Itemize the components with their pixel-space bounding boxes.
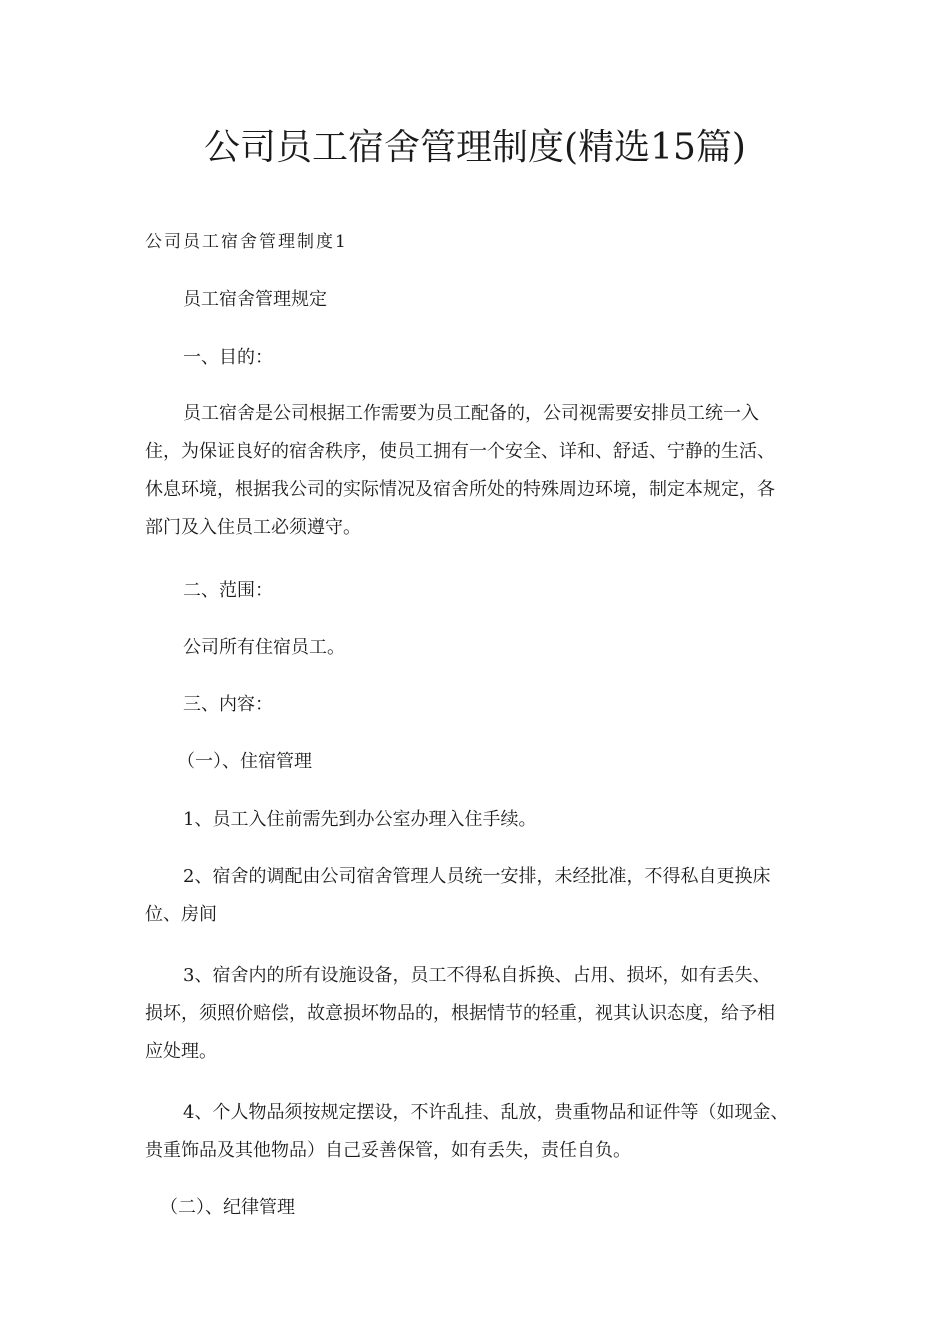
content-heading: 三、内容： [183, 694, 273, 715]
paragraph-line: 2、宿舍的调配由公司宿舍管理人员统一安排，未经批准，不得私自更换床 [183, 866, 771, 887]
scope-heading: 二、范围： [183, 580, 273, 601]
paragraph-line: 3、宿舍内的所有设施设备，员工不得私自拆换、占用、损坏，如有丢失、 [183, 965, 771, 986]
paragraph-line: 损坏，须照价赔偿，故意损坏物品的，根据情节的轻重，视其认识态度，给予相 [145, 1003, 775, 1024]
purpose-heading: 一、目的： [183, 347, 273, 368]
paragraph-line: 部门及入住员工必须遵守。 [145, 517, 361, 538]
paragraph-line: 休息环境，根据我公司的实际情况及宿舍所处的特殊周边环境，制定本规定，各 [145, 479, 775, 500]
scope-text: 公司所有住宿员工。 [183, 637, 345, 658]
paragraph-line: 应处理。 [145, 1041, 217, 1062]
regulation-name: 员工宿舍管理规定 [183, 289, 327, 310]
document-title: 公司员工宿舍管理制度(精选15篇) [204, 127, 746, 168]
rule-item [145, 957, 810, 1071]
paragraph-line: 位、房间 [145, 904, 217, 925]
subsection-heading: （一）、住宿管理 [177, 751, 312, 772]
rule-item: 1、员工入住前需先到办公室办理入住手续。 [183, 809, 537, 830]
paragraph-line: 贵重饰品及其他物品）自己妥善保管，如有丢失，责任自负。 [145, 1140, 631, 1161]
section-heading: 公司员工宿舍管理制度1 [145, 232, 348, 252]
paragraph-line: 4、个人物品须按规定摆设，不许乱挂、乱放，贵重物品和证件等（如现金、 [183, 1102, 789, 1123]
rule-item [145, 858, 810, 934]
purpose-paragraph [145, 395, 810, 547]
paragraph-line: 员工宿舍是公司根据工作需要为员工配备的，公司视需要安排员工统一入 [183, 403, 759, 424]
paragraph-line: 住，为保证良好的宿舍秩序，使员工拥有一个安全、详和、舒适、宁静的生活、 [145, 441, 775, 462]
subsection-heading: （二）、纪律管理 [160, 1197, 295, 1218]
rule-item [145, 1094, 810, 1170]
